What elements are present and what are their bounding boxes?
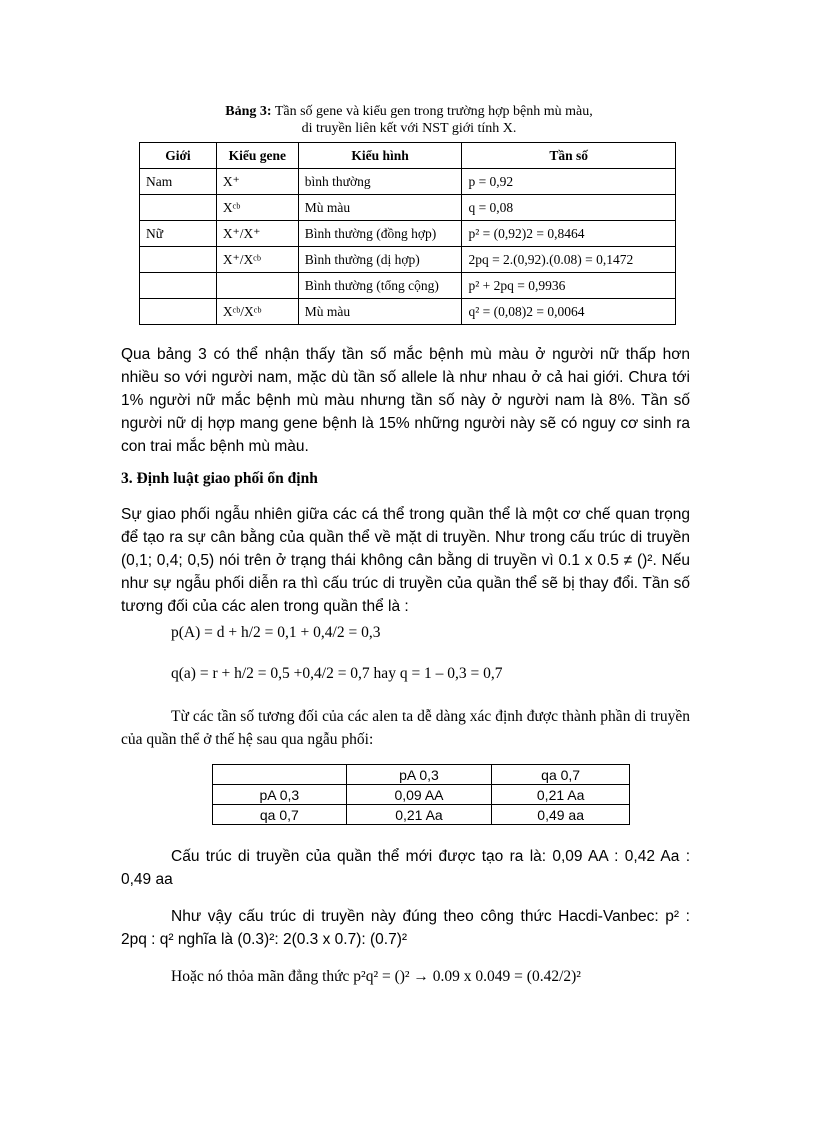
genotype-frequency-table	[139, 142, 676, 325]
table-cell: Xᶜᵇ	[216, 195, 298, 221]
table-cell: X⁺/X⁺	[216, 221, 298, 247]
paragraph-new-structure: Cấu trúc di truyền của quần thể mới được tạo ra là: 0,09 AA : 0,42 Aa : 0,49 aa	[121, 848, 690, 888]
table-cell: p² = (0,92)2 = 0,8464	[462, 221, 676, 247]
table-cell: 0,21 Aa	[492, 785, 630, 805]
table-header-row	[140, 143, 676, 169]
table-cell: Mù màu	[298, 195, 462, 221]
header-gioi: Giới	[140, 143, 217, 169]
paragraph-equality: Hoặc nó thỏa mãn đẳng thức p²q² = ()² → 0.09 x 0.049 = (0.42/2)²	[171, 968, 581, 985]
table-cell: Bình thường (tổng cộng)	[298, 273, 462, 299]
table-cell: Bình thường (dị hợp)	[298, 247, 462, 273]
table-cell: 0,49 aa	[492, 805, 630, 825]
table-cell: 0,09 AA	[346, 785, 492, 805]
table-cell: 2pq = 2.(0,92).(0.08) = 0,1472	[462, 247, 676, 273]
table-cell	[213, 765, 347, 785]
table-cell: Nữ	[140, 221, 217, 247]
equation-q: q(a) = r + h/2 = 0,5 +0,4/2 = 0,7 hay q = 1 – 0,3 = 0,7	[171, 665, 503, 682]
table-row	[140, 299, 676, 325]
paragraph-random-mating: Sự giao phối ngẫu nhiên giữa các cá thể trong quần thể là một cơ chế quan trọng để tạo ra sự cân bằng của quần thể về mặt di truyền. Như trong cấu trúc di truyền (0,1; 0,4; 0,5) nói trên ở trạng thái không cân bằng di truyền vì 0.1 x 0.5 ≠ ()². Nếu như sự ngẫu phối diễn ra thì cấu trúc di truyền của quần thể sẽ bị thay đổi. Tần số tương đối của các alen trong quần thể là :	[121, 506, 690, 615]
table-cell: bình thường	[298, 169, 462, 195]
table-row	[140, 169, 676, 195]
table-cell: X⁺	[216, 169, 298, 195]
section-heading: 3. Định luật giao phối ổn định	[121, 470, 318, 487]
table-row	[140, 195, 676, 221]
table-cell: pA 0,3	[213, 785, 347, 805]
table-cell	[140, 247, 217, 273]
paragraph-next-generation: Từ các tần số tương đối của các alen ta dễ dàng xác định được thành phần di truyền của quần thể ở thế hệ sau qua ngẫu phối:	[121, 708, 690, 748]
table-cell: q² = (0,08)2 = 0,0064	[462, 299, 676, 325]
table-header-row	[213, 765, 630, 785]
table-cell: qa 0,7	[213, 805, 347, 825]
table-cell: Nam	[140, 169, 217, 195]
table-row	[140, 221, 676, 247]
caption-label: Bảng 3:	[225, 104, 272, 119]
paragraph-color-blindness: Qua bảng 3 có thể nhận thấy tần số mắc bệnh mù màu ở người nữ thấp hơn nhiều so với người nam, mặc dù tần số allele là như nhau ở cả hai giới. Chưa tới 1% người nữ mắc bệnh mù màu nhưng tần số này ở người nam là 8%. Tần số người nữ dị hợp mang gene bệnh là 15% những người này sẽ có nguy cơ sinh ra con trai mắc bệnh mù màu.	[121, 346, 690, 455]
table-caption	[140, 103, 678, 137]
table-cell: qa 0,7	[492, 765, 630, 785]
caption-line2: di truyền liên kết với NST giới tính X.	[301, 121, 517, 136]
table-cell: pA 0,3	[346, 765, 492, 785]
table-cell	[140, 299, 217, 325]
paragraph-hardy-weinberg: Như vậy cấu trúc di truyền này đúng theo công thức Hacdi-Vanbec: p² : 2pq : q² nghĩa là (0.3)²: 2(0.3 x 0.7): (0.7)²	[121, 908, 690, 948]
table-cell	[140, 195, 217, 221]
table-cell: q = 0,08	[462, 195, 676, 221]
table-cell: Xᶜᵇ/Xᶜᵇ	[216, 299, 298, 325]
header-kieu-gene: Kiểu gene	[216, 143, 298, 169]
table-cell: Bình thường (đồng hợp)	[298, 221, 462, 247]
table-row	[140, 247, 676, 273]
equation-p: p(A) = d + h/2 = 0,1 + 0,4/2 = 0,3	[171, 624, 381, 641]
table-cell	[216, 273, 298, 299]
table-cell: p² + 2pq = 0,9936	[462, 273, 676, 299]
punnett-table	[212, 764, 630, 825]
header-tan-so: Tần số	[462, 143, 676, 169]
table-cell	[140, 273, 217, 299]
table-cell: X⁺/Xᶜᵇ	[216, 247, 298, 273]
table-cell: Mù màu	[298, 299, 462, 325]
table-row	[213, 785, 630, 805]
header-kieu-hinh: Kiểu hình	[298, 143, 462, 169]
table-cell: 0,21 Aa	[346, 805, 492, 825]
table-row	[213, 805, 630, 825]
caption-text: Tần số gene và kiểu gen trong trường hợp bệnh mù màu,	[274, 104, 593, 119]
table-cell: p = 0,92	[462, 169, 676, 195]
table-row	[140, 273, 676, 299]
